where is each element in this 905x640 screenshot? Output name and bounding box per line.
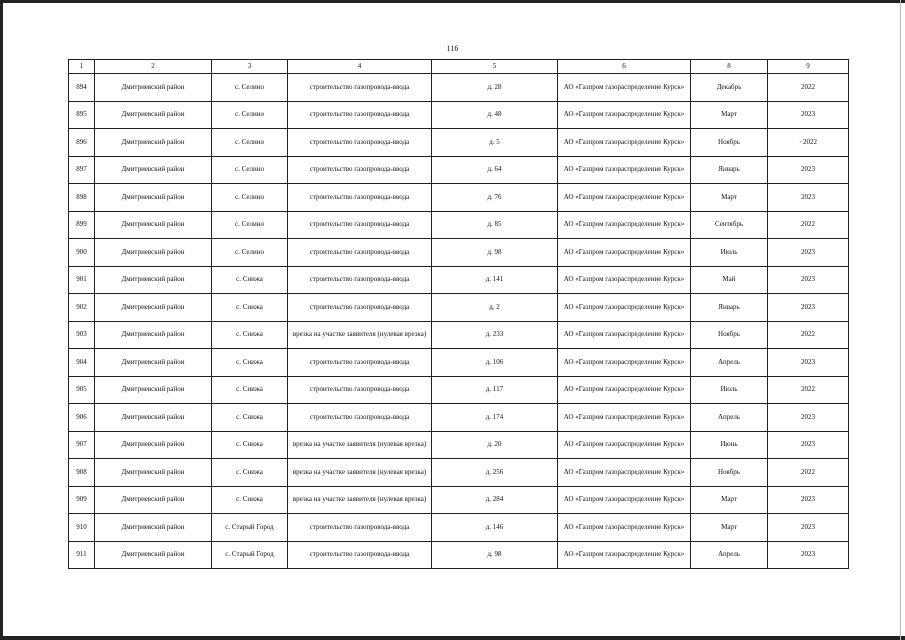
settlement-cell: с. Снижа [212, 349, 288, 377]
settlement-cell: с. Селино [212, 211, 288, 239]
month-cell: Ноябрь [691, 129, 768, 157]
work-type-cell: врезка на участке заявителя (нулевая врезка) [288, 321, 432, 349]
house-number-cell: д. 2 [432, 294, 558, 322]
organization-cell: АО «Газпром газораспределение Курск» [558, 74, 691, 102]
district-cell: Дмитриевский район [95, 211, 212, 239]
organization-cell: АО «Газпром газораспределение Курск» [558, 459, 691, 487]
year-cell: 2023 [768, 101, 849, 129]
organization-cell: АО «Газпром газораспределение Курск» [558, 431, 691, 459]
column-header: 4 [288, 60, 432, 74]
row-number-cell: 910 [69, 514, 95, 542]
row-number-cell: 909 [69, 486, 95, 514]
house-number-cell: д. 98 [432, 239, 558, 267]
year-cell: 2023 [768, 156, 849, 184]
month-cell: Март [691, 101, 768, 129]
table-row [69, 74, 849, 102]
year-cell: 2023 [768, 404, 849, 432]
settlement-cell: с. Селино [212, 156, 288, 184]
month-cell: Январь [691, 156, 768, 184]
table-row [69, 514, 849, 542]
settlement-cell: с. Снижа [212, 431, 288, 459]
house-number-cell: д. 28 [432, 74, 558, 102]
settlement-cell: с. Селино [212, 101, 288, 129]
organization-cell: АО «Газпром газораспределение Курск» [558, 376, 691, 404]
work-type-cell: строительство газопровода-ввода [288, 239, 432, 267]
settlement-cell: с. Снижа [212, 459, 288, 487]
row-number-cell: 904 [69, 349, 95, 377]
scan-border-bottom [0, 636, 905, 640]
column-header: 3 [212, 60, 288, 74]
work-type-cell: строительство газопровода-ввода [288, 184, 432, 212]
table-row [69, 101, 849, 129]
settlement-cell: с. Снижа [212, 376, 288, 404]
table-header-row [69, 60, 849, 74]
settlement-cell: с. Снижа [212, 404, 288, 432]
row-number-cell: 900 [69, 239, 95, 267]
month-cell: Апрель [691, 404, 768, 432]
year-cell: 2023 [768, 541, 849, 569]
work-type-cell: строительство газопровода-ввода [288, 74, 432, 102]
column-header: 9 [768, 60, 849, 74]
column-header: 2 [95, 60, 212, 74]
month-cell: Декабрь [691, 74, 768, 102]
table-row [69, 321, 849, 349]
row-number-cell: 894 [69, 74, 95, 102]
row-number-cell: 895 [69, 101, 95, 129]
settlement-cell: с. Снижа [212, 294, 288, 322]
work-type-cell: строительство газопровода-ввода [288, 211, 432, 239]
year-cell: 2022 [768, 459, 849, 487]
table-row [69, 349, 849, 377]
district-cell: Дмитриевский район [95, 101, 212, 129]
month-cell: Март [691, 514, 768, 542]
house-number-cell: д. 117 [432, 376, 558, 404]
table-row [69, 266, 849, 294]
row-number-cell: 902 [69, 294, 95, 322]
work-type-cell: строительство газопровода-ввода [288, 349, 432, 377]
district-cell: Дмитриевский район [95, 266, 212, 294]
organization-cell: АО «Газпром газораспределение Курск» [558, 321, 691, 349]
settlement-cell: с. Старый Город [212, 514, 288, 542]
house-number-cell: д. 98 [432, 541, 558, 569]
organization-cell: АО «Газпром газораспределение Курск» [558, 211, 691, 239]
table-row [69, 541, 849, 569]
row-number-cell: 911 [69, 541, 95, 569]
scan-border-left [0, 0, 3, 640]
district-cell: Дмитриевский район [95, 486, 212, 514]
house-number-cell: д. 146 [432, 514, 558, 542]
table-body [69, 74, 849, 569]
house-number-cell: д. 141 [432, 266, 558, 294]
table-row [69, 239, 849, 267]
organization-cell: АО «Газпром газораспределение Курск» [558, 349, 691, 377]
work-type-cell: строительство газопровода-ввода [288, 266, 432, 294]
row-number-cell: 897 [69, 156, 95, 184]
month-cell: Июль [691, 239, 768, 267]
organization-cell: АО «Газпром газораспределение Курск» [558, 266, 691, 294]
row-number-cell: 905 [69, 376, 95, 404]
work-type-cell: строительство газопровода-ввода [288, 376, 432, 404]
column-header: 6 [558, 60, 691, 74]
work-type-cell: строительство газопровода-ввода [288, 514, 432, 542]
row-number-cell: 899 [69, 211, 95, 239]
organization-cell: АО «Газпром газораспределение Курск» [558, 239, 691, 267]
month-cell: Июнь [691, 431, 768, 459]
month-cell: Апрель [691, 541, 768, 569]
table-row [69, 459, 849, 487]
row-number-cell: 907 [69, 431, 95, 459]
house-number-cell: д. 233 [432, 321, 558, 349]
district-cell: Дмитриевский район [95, 376, 212, 404]
house-number-cell: д. 5 [432, 129, 558, 157]
district-cell: Дмитриевский район [95, 431, 212, 459]
column-header: 1 [69, 60, 95, 74]
house-number-cell: д. 76 [432, 184, 558, 212]
year-cell: · 2022 [768, 129, 849, 157]
table-row [69, 129, 849, 157]
district-cell: Дмитриевский район [95, 541, 212, 569]
work-type-cell: строительство газопровода-ввода [288, 294, 432, 322]
row-number-cell: 901 [69, 266, 95, 294]
year-cell: 2023 [768, 184, 849, 212]
district-cell: Дмитриевский район [95, 459, 212, 487]
table-row [69, 404, 849, 432]
month-cell: Март [691, 486, 768, 514]
house-number-cell: д. 85 [432, 211, 558, 239]
work-type-cell: строительство газопровода-ввода [288, 129, 432, 157]
work-type-cell: врезка на участке заявителя (нулевая врезка) [288, 486, 432, 514]
organization-cell: АО «Газпром газораспределение Курск» [558, 156, 691, 184]
year-cell: 2023 [768, 294, 849, 322]
month-cell: Июль [691, 376, 768, 404]
table-row [69, 294, 849, 322]
house-number-cell: д. 174 [432, 404, 558, 432]
settlement-cell: с. Старый Город [212, 541, 288, 569]
organization-cell: АО «Газпром газораспределение Курск» [558, 541, 691, 569]
scan-border-top [0, 0, 905, 3]
scan-border-right [900, 0, 901, 640]
row-number-cell: 898 [69, 184, 95, 212]
work-type-cell: строительство газопровода-ввода [288, 404, 432, 432]
month-cell: Апрель [691, 349, 768, 377]
column-header: 8 [691, 60, 768, 74]
house-number-cell: д. 284 [432, 486, 558, 514]
year-cell: 2022 [768, 74, 849, 102]
organization-cell: АО «Газпром газораспределение Курск» [558, 294, 691, 322]
work-type-cell: строительство газопровода-ввода [288, 156, 432, 184]
settlement-cell: с. Снижа [212, 486, 288, 514]
organization-cell: АО «Газпром газораспределение Курск» [558, 184, 691, 212]
year-cell: 2023 [768, 514, 849, 542]
table-row [69, 211, 849, 239]
settlement-cell: с. Селино [212, 129, 288, 157]
row-number-cell: 896 [69, 129, 95, 157]
work-type-cell: врезка на участке заявителя (нулевая врезка) [288, 459, 432, 487]
year-cell: 2022 [768, 376, 849, 404]
row-number-cell: 903 [69, 321, 95, 349]
page-number: 116 [446, 44, 459, 53]
year-cell: 2023 [768, 431, 849, 459]
house-number-cell: д. 20 [432, 431, 558, 459]
table-row [69, 376, 849, 404]
month-cell: Март [691, 184, 768, 212]
house-number-cell: д. 256 [432, 459, 558, 487]
district-cell: Дмитриевский район [95, 321, 212, 349]
district-cell: Дмитриевский район [95, 74, 212, 102]
organization-cell: АО «Газпром газораспределение Курск» [558, 514, 691, 542]
organization-cell: АО «Газпром газораспределение Курск» [558, 101, 691, 129]
settlement-cell: с. Снижа [212, 321, 288, 349]
settlement-cell: с. Селино [212, 239, 288, 267]
month-cell: Ноябрь [691, 459, 768, 487]
year-cell: 2023 [768, 486, 849, 514]
organization-cell: АО «Газпром газораспределение Курск» [558, 129, 691, 157]
year-cell: 2023 [768, 266, 849, 294]
work-type-cell: строительство газопровода-ввода [288, 101, 432, 129]
work-type-cell: врезка на участке заявителя (нулевая врезка) [288, 431, 432, 459]
month-cell: Ноябрь [691, 321, 768, 349]
year-cell: 2022 [768, 211, 849, 239]
organization-cell: АО «Газпром газораспределение Курск» [558, 404, 691, 432]
district-cell: Дмитриевский район [95, 349, 212, 377]
table-row [69, 431, 849, 459]
year-cell: 2023 [768, 349, 849, 377]
month-cell: Январь [691, 294, 768, 322]
work-type-cell: строительство газопровода-ввода [288, 541, 432, 569]
organization-cell: АО «Газпром газораспределение Курск» [558, 486, 691, 514]
house-number-cell: д. 106 [432, 349, 558, 377]
row-number-cell: 906 [69, 404, 95, 432]
district-cell: Дмитриевский район [95, 294, 212, 322]
month-cell: Сентябрь [691, 211, 768, 239]
settlement-cell: с. Снижа [212, 266, 288, 294]
row-number-cell: 908 [69, 459, 95, 487]
house-number-cell: д. 48 [432, 101, 558, 129]
house-number-cell: д. 64 [432, 156, 558, 184]
table-row [69, 156, 849, 184]
table-row [69, 184, 849, 212]
district-cell: Дмитриевский район [95, 239, 212, 267]
year-cell: 2023 [768, 239, 849, 267]
district-cell: Дмитриевский район [95, 156, 212, 184]
district-cell: Дмитриевский район [95, 184, 212, 212]
settlement-cell: с. Селино [212, 184, 288, 212]
month-cell: Май [691, 266, 768, 294]
district-cell: Дмитриевский район [95, 514, 212, 542]
district-cell: Дмитриевский район [95, 404, 212, 432]
settlement-cell: с. Селино [212, 74, 288, 102]
year-cell: 2022 [768, 321, 849, 349]
table-row [69, 486, 849, 514]
column-header: 5 [432, 60, 558, 74]
district-cell: Дмитриевский район [95, 129, 212, 157]
gasification-table [68, 59, 849, 569]
